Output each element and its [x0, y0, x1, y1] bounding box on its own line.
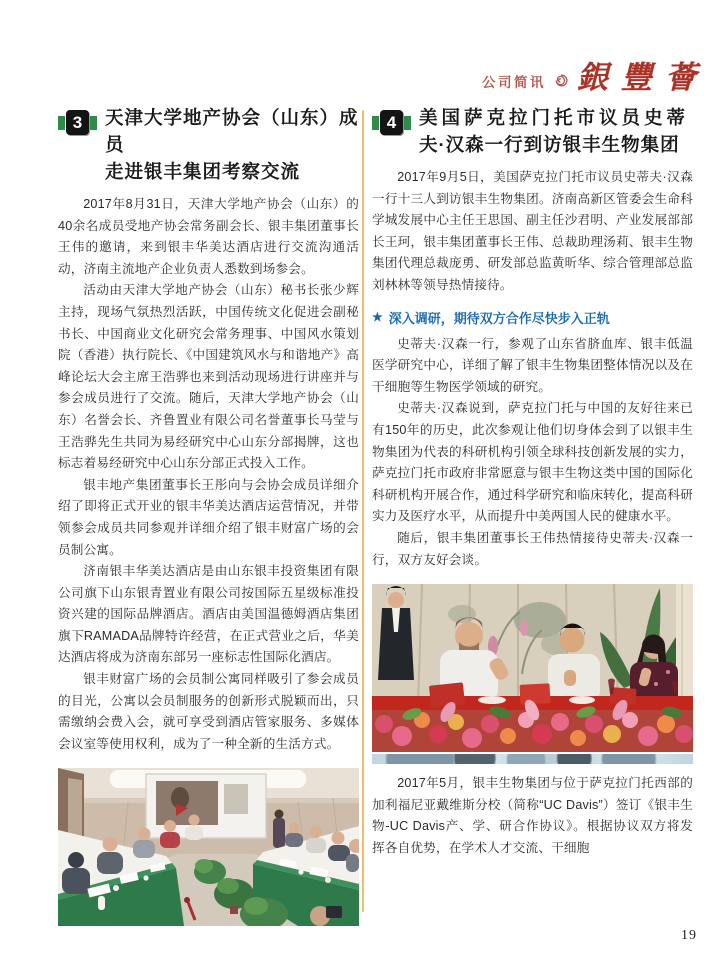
conference-room-photo — [58, 768, 359, 926]
title-line: 美国萨克拉门托市议员史蒂 — [419, 107, 690, 128]
paragraph: 随后，银丰集团董事长王伟热情接待史蒂夫·汉森一行，双方友好会谈。 — [372, 530, 693, 567]
paragraph: 史蒂夫·汉森一行，参观了山东省脐血库、银丰低温医学研究中心，详细了解了银丰生物集团整体情况以及在干细胞等生物医学领域的研究。 — [372, 336, 693, 394]
spiral-icon — [554, 73, 569, 88]
paragraph: 2017年8月31日，天津大学地产协会（山东）的40余名成员受地产协会常务副会长、银丰集团董事长王伟的邀请，来到银丰华美达酒店进行交流沟通活动，济南主流地产企业负责人悉数到场参会。 — [58, 197, 359, 276]
page-number: 19 — [681, 928, 697, 943]
title-line: 夫·汉森一行到访银丰生物集团 — [419, 134, 680, 155]
left-article-title — [105, 104, 359, 185]
article-number: 4 — [380, 110, 403, 135]
right-article-headline — [372, 104, 693, 158]
star-icon: ★ — [372, 310, 383, 325]
article-number: 3 — [66, 110, 89, 135]
badge-green-block — [404, 116, 411, 130]
right-article-title — [419, 104, 689, 158]
right-article-body — [372, 167, 693, 571]
right-article — [372, 104, 693, 859]
page-header — [482, 52, 711, 97]
paragraph: 2017年9月5日，美国萨克拉门托市议员史蒂夫·汉森一行十三人到访银丰生物集团。济南高新区管委会生命科学城发展中心主任王思国、副主任沙君明、产业发展部部长王珂，银丰集团董事长王伟、总裁助理汤莉、银丰生物集团代理总裁庞勇、研发部总监黄昕华、综合管理部总监刘林林等领导热情接待。 — [372, 170, 693, 292]
sub-heading — [372, 308, 693, 327]
paragraph: 银丰地产集团董事长王彤向与会协会成员详细介绍了即将正式开业的银丰华美达酒店运营情况，并带领参会成员共同参观并详细介绍了银丰财富广场的会员制公寓。 — [58, 477, 359, 557]
right-article-closing — [372, 773, 693, 859]
title-line: 天津大学地产协会（山东）成员 — [105, 107, 359, 155]
paragraph: 史蒂夫·汉森说到，萨克拉门托与中国的友好往来已有150年的历史，此次参观让他们切身体会到了以银丰生物集团为代表的科研机构引领全球科技创新发展的实力，萨克拉门托市政府非常愿意与银丰生物这类中国的国际化科研机构开展合作，通过科学研究和临床转化，提高科研实力及医疗水平，从而提升中美两国人民的健康水平。 — [372, 401, 693, 524]
paragraph: 银丰财富广场的会员制公寓同样吸引了参会成员的目光，公寓以会员制服务的创新形式脱颖而出，只需缴纳会费入会，就可享受到酒店管家服务、多媒体会议室等使用权利，成为了一种全新的生活方式。 — [58, 672, 359, 751]
sub-heading-text: 深入调研，期待双方合作尽快步入正轨 — [388, 310, 610, 326]
paragraph: 活动由天津大学地产协会（山东）秘书长张少辉主持，现场气氛热烈活跃，中国传统文化促进会副秘书长、中国商业文化研究会常务理事、中国风水策划院（香港）执行院长、《中国建筑风水与和谐地产》高峰论坛大会主席王浩骅也来到活动现场进行讲座并与参会成员进行了交流。随后，天津大学地产协会（山东）名誉会长、齐鲁置业有限公司名誉董事长马莹与王浩骅先生共同为易经研究中心山东分部揭牌，这也标志着易经研究中心山东分部正式投入工作。 — [58, 283, 359, 471]
badge-green-block — [372, 116, 379, 130]
title-line: 走进银丰集团考察交流 — [105, 161, 301, 182]
article-number-badge — [372, 110, 411, 135]
badge-green-block — [58, 116, 65, 130]
brand-calligraphy: 銀豐薈 — [577, 60, 709, 95]
column-divider — [362, 110, 364, 912]
badge-green-block — [90, 116, 97, 130]
left-article-body — [58, 194, 359, 755]
paragraph: 济南银丰华美达酒店是由山东银丰投资集团有限公司旗下山东银青置业有限公司按国际五星级标准投资兴建的国际品牌酒店。酒店由美国温德姆酒店集团旗下RAMADA品牌特许经营，在正式营业之后，华美达酒店将成为济南东部另一座标志性国际化酒店。 — [58, 564, 359, 665]
meeting-photo — [372, 584, 693, 752]
section-label: 公司简讯 — [482, 74, 546, 90]
paragraph: 2017年5月，银丰生物集团与位于萨克拉门托西部的加利福尼亚戴维斯分校（简称“UC Davis”）签订《银丰生物-UC Davis产、学、研合作协议》。根据协议双方将发挥各自优势，在学术人才交流、干细胞 — [372, 776, 693, 855]
photo-strip — [372, 754, 693, 764]
article-number-badge — [58, 110, 97, 135]
left-article — [58, 104, 359, 926]
left-article-headline — [58, 104, 359, 185]
